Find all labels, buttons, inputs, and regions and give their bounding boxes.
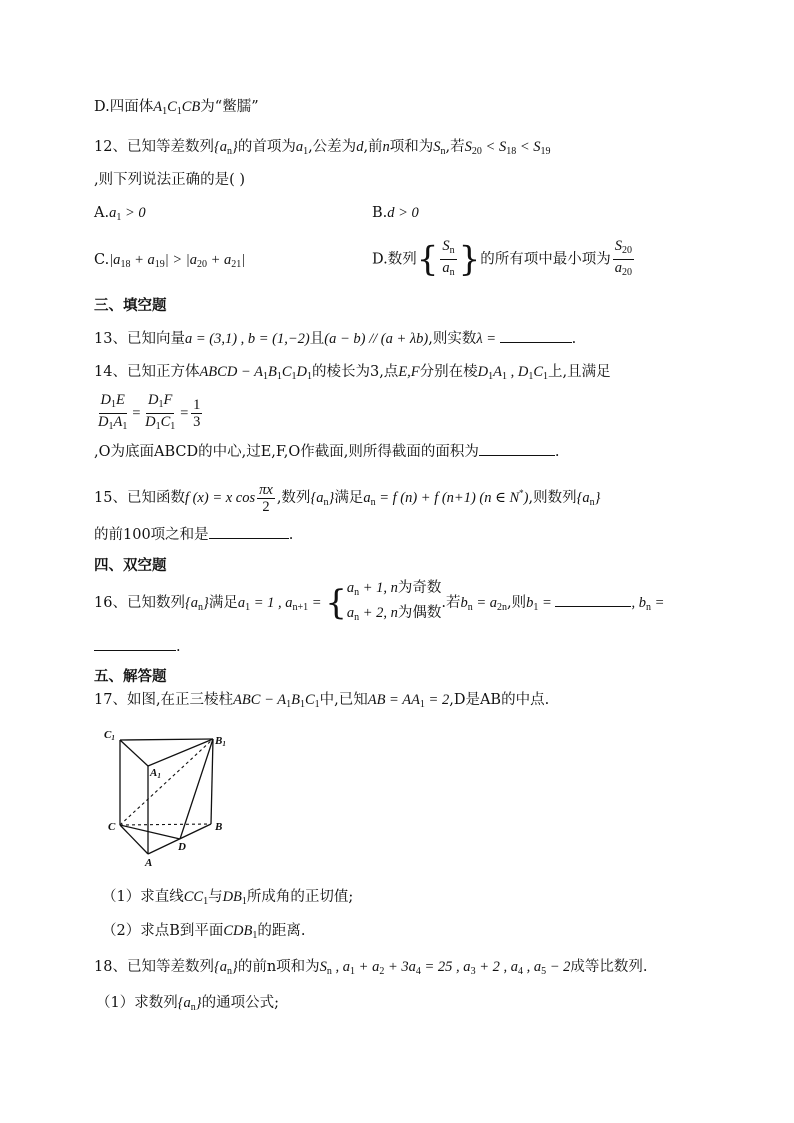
label-c1: C1 — [104, 729, 115, 742]
q12-option-a: $A.a_1 > 0$ — [94, 205, 146, 223]
q18-part1: （1）求数列$\{a_n\}$的通项公式; — [96, 995, 279, 1013]
segment-cd — [120, 825, 180, 839]
q13: 13、已知向量a = (3,1) , b = (1,−2)且(a − b) // (a + λb),则实数λ = . — [94, 328, 576, 349]
q14-stem: 14、已知正方体ABCD − $A_1B_1C_1D_1$的棱长为3,点E,F分别在棱$D_1A_1$ , $D_1C_1$上,且满足 — [94, 364, 611, 382]
hidden-edge-cb — [120, 824, 211, 825]
q15-stem: 15、已知函数f (x) = x cos $\frac{\pi x}{2}$ ,数列$\{a_n\}$满足$a_n = f$ (n) + f (n+1) (n ∈ N*),则数列$\{a_n\}$ — [94, 481, 601, 515]
q16-blank2: . — [94, 636, 181, 657]
edge-c1a1 — [120, 740, 148, 766]
q12-option-b: B.d > 0 — [372, 205, 419, 221]
label-b: B — [215, 821, 223, 833]
q14-tail: ,O为底面ABCD的中心,过E,F,O作截面,则所得截面的面积为 . — [94, 441, 559, 462]
q12-option-c: $C.|a_{18} + a_{19}| > |a_{20} + a_{21}|$ — [94, 252, 246, 270]
label-a: A — [145, 857, 153, 868]
q15-tail: 的前100项之和是 . — [94, 524, 293, 545]
q18-stem: 18、已知等差数列$\{a_n\}$的前n项和为$S_n$ , $a_1 + a_2 + 3a_4 = 25$ , $a_3 + 2$ , $a_4$ , $a_5 - 2$成等比数列. — [94, 959, 648, 977]
section-title-solution: 五、解答题 — [94, 668, 167, 685]
section-title-fill-in: 三、填空题 — [94, 297, 167, 314]
edge-ca — [120, 825, 148, 854]
edge-a1b1 — [148, 739, 213, 766]
q12-question: ,则下列说法正确的是( ) — [94, 172, 246, 188]
label-c: C — [108, 821, 116, 833]
q14-ratio: $\frac{D_1E}{D_1A_1}$ = $\frac{D_1F}{D_1C_1}$ = $\frac{1}{3}$ — [98, 392, 201, 432]
q17-part2: （2）求点B到平面$CDB_1$的距离. — [102, 923, 306, 941]
section-title-double-blank: 四、双空题 — [94, 557, 167, 574]
label-a1: A1 — [150, 767, 161, 780]
edge-b1b — [211, 739, 213, 824]
q12-option-d: D.数列{ $\frac{S_n}{a_n}$ }的所有项中最小项为 $\frac{S_{20}}{a_{20}}$ — [372, 238, 632, 280]
q17-part1: （1）求直线$CC_1$与$DB_1$所成角的正切值; — [102, 889, 354, 907]
edge-c1b1 — [120, 739, 213, 740]
q16: 16、已知数列$\{a_n\}$满足$a_1 = 1$ , $a_{n+1}$ = { $a_n + 1$, n为奇数 $a_n + 2$, n为偶数 .若$b_n = a_{2n}$,则$b_1$ = , $b_n$ = — [94, 580, 665, 623]
q11-option-d: D.四面体$A_1C_1CB$为“鳖臑” — [94, 99, 259, 117]
prism-figure — [98, 724, 238, 868]
q17-stem: 17、如图,在正三棱柱ABC − $A_1B_1C_1$中,已知AB = $AA_1 = 2,D$是AB的中点. — [94, 692, 550, 710]
label-d: D — [178, 841, 186, 853]
q12-stem: 12、已知等差数列$\{a_n\}$的首项为$a_1$,公差为d,前n项和为$S_n$,若$S_{20} < S_{18} < S_{19}$ — [94, 139, 551, 157]
label-b1: B1 — [215, 735, 226, 748]
